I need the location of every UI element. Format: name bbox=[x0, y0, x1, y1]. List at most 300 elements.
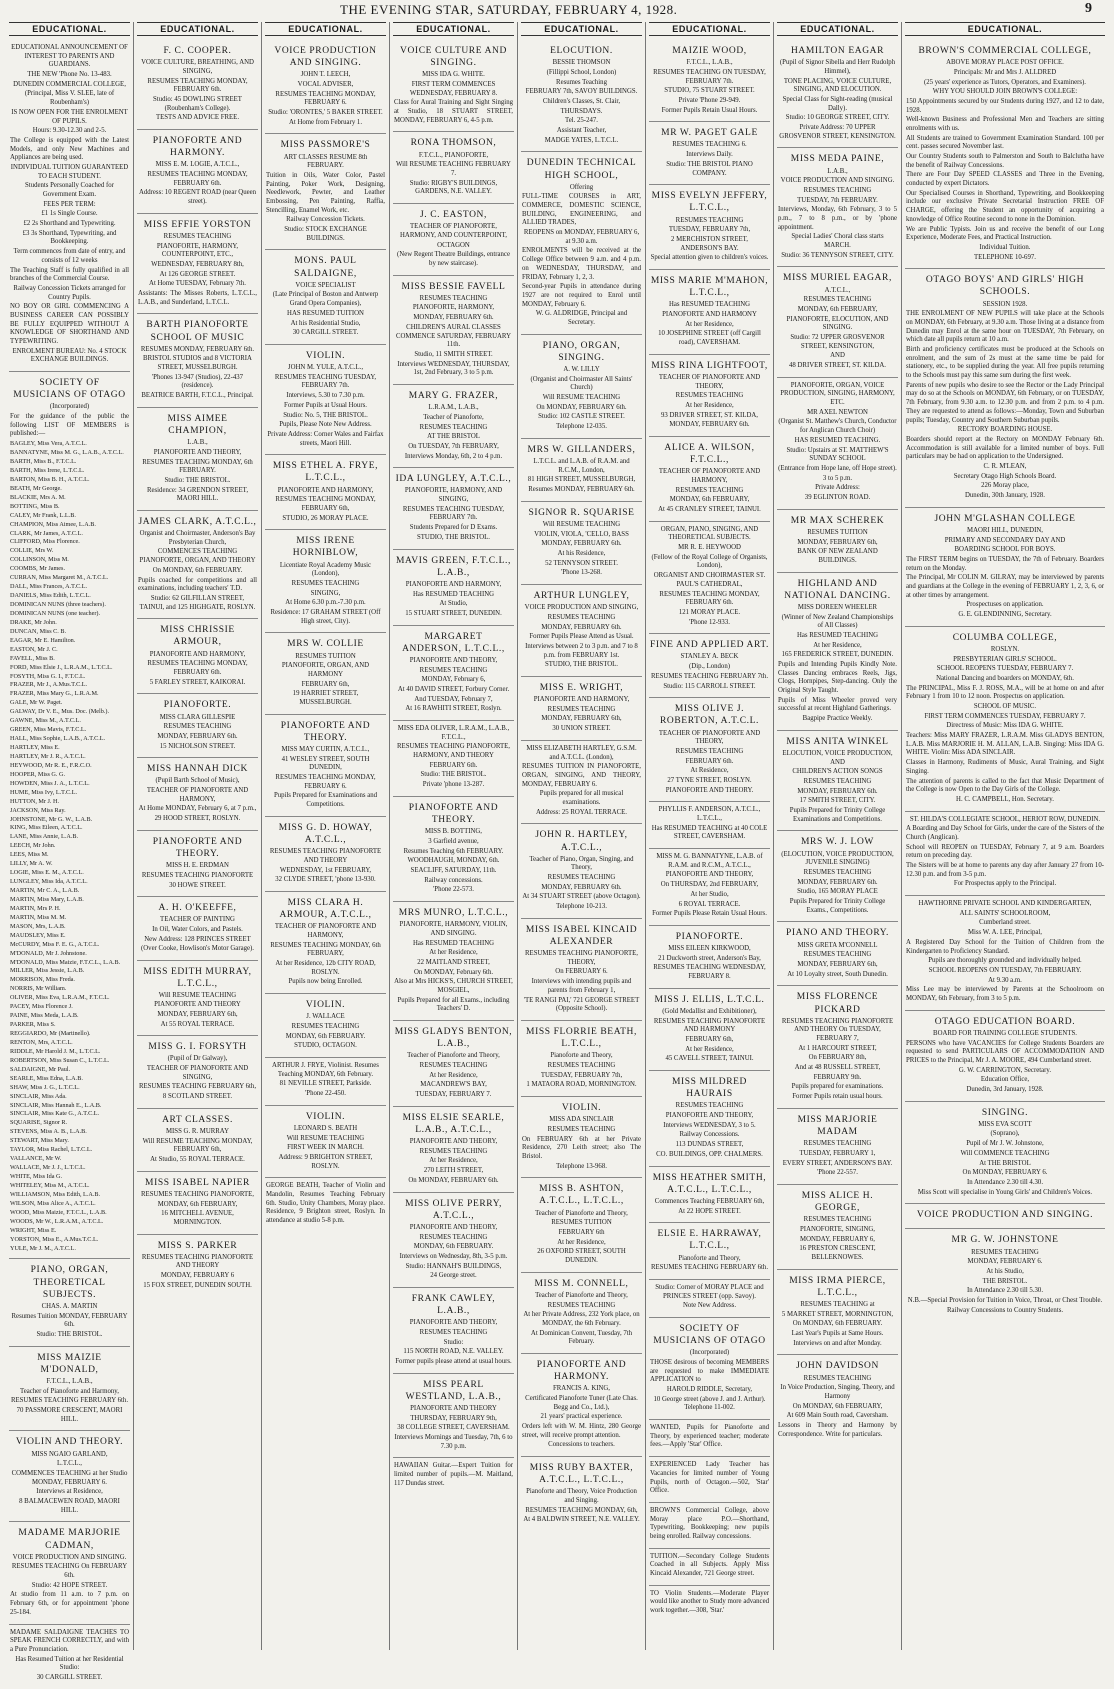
ad-line: C. R. M'LEAN, bbox=[983, 462, 1027, 470]
ad-line: VOICE CULTURE, BREATHING, AND SINGING, bbox=[141, 59, 254, 75]
advertisement bbox=[137, 408, 258, 511]
advertisement bbox=[265, 715, 386, 817]
ad-line: MISS H. E. ERDMAN bbox=[166, 862, 229, 870]
ad-line: RESUMES TEACHING MONDAY, FEBRUARY 6. bbox=[275, 90, 376, 107]
ad-heading: RONA THOMSON, bbox=[410, 138, 497, 149]
ad-line: MISS MAY CURTIN, A.T.C.L., bbox=[281, 746, 370, 754]
ad-line: Studio: 102 CASTLE STREET. bbox=[538, 413, 625, 421]
ad-line: FIRST TERM COMMENCES TUESDAY, FEBRUARY 7. bbox=[924, 712, 1086, 720]
advertisement bbox=[521, 1273, 642, 1354]
ad-line: Cumberland street. bbox=[979, 919, 1031, 927]
advertisement bbox=[393, 204, 514, 276]
ad-line: At Studio, 55 ROYAL TERRACE. bbox=[150, 1156, 245, 1163]
ad-line: Railway Concession Tickets arranged for Country Pupils. bbox=[13, 284, 126, 301]
ad-line: RESUMES TEACHING bbox=[971, 1248, 1039, 1256]
ad-line: Pianoforte and Theory, bbox=[550, 1052, 613, 1060]
ad-line: F.T.C.L., L.A.B., bbox=[46, 1377, 93, 1385]
ad-line: CURRAN, Miss Margaret M., A.T.C.L. bbox=[10, 574, 109, 582]
ad-line: 26 OXFORD STREET, SOUTH DUNEDIN. bbox=[537, 1248, 626, 1264]
ad-line: Miss Scott will specialise in Young Girls' and Children's Voices. bbox=[917, 1188, 1093, 1196]
ad-line: SALDAIGNE, Mr Paul. bbox=[10, 1065, 71, 1073]
ad-line: 41 WESLEY STREET, SOUTH DUNEDIN, bbox=[281, 755, 370, 772]
advertisement bbox=[393, 902, 514, 1021]
ad-line: RESUMES TEACHING bbox=[547, 1125, 616, 1133]
ad-line: GALWAY, Dr V. E., Mus. Doc. (Melb.). bbox=[10, 708, 109, 716]
ad-line: RESUMES TEACHING MONDAY, 6th FEBRUARY, bbox=[270, 941, 381, 958]
ad-heading: MONS. PAUL SALDAIGNE, bbox=[294, 256, 357, 279]
advertisement bbox=[649, 1586, 770, 1622]
ad-line: STANLEY A. BECK bbox=[680, 653, 739, 661]
ad-line: ART CLASSES RESUME 8th FEBRUARY. bbox=[283, 153, 368, 170]
ad-line: FEBRUARY 6th. bbox=[685, 757, 734, 765]
ad-line: Studio: 42 HOPE STREET. bbox=[31, 1581, 108, 1589]
ad-line: SESSION 1928. bbox=[982, 300, 1028, 308]
ad-line: 1 MATAORA ROAD, MORNINGTON. bbox=[526, 1081, 637, 1089]
ad-heading: OTAGO BOYS' AND GIRLS' HIGH SCHOOLS. bbox=[925, 275, 1085, 298]
ad-line: HAS RESUMED TUITION bbox=[287, 309, 364, 317]
ad-line: RESUMES TEACHING bbox=[419, 1062, 488, 1069]
ad-line: 27 TYNE STREET, ROSLYN. bbox=[667, 776, 752, 784]
ad-line: MONDAY, FEBRUARY 6th. bbox=[797, 787, 878, 795]
ad-line: H. C. CAMPBELL, Hon. Secretary. bbox=[956, 795, 1054, 803]
advertisement bbox=[137, 758, 258, 831]
ad-line: INDIVIDUAL TUITION GUARANTEED TO EACH STUDENT. bbox=[10, 163, 129, 180]
ad-line: On MONDAY, FEBRUARY 6. bbox=[962, 1169, 1048, 1177]
ad-line: FEES PER TERM: bbox=[43, 200, 96, 208]
advertisement bbox=[265, 455, 386, 530]
ad-line: 6 ROYAL TERRACE. bbox=[678, 900, 741, 908]
ad-line: RESUMES TEACHING PIANOFORTE AND THEORY On TUESDAY, FEBRUARY 7, bbox=[781, 1017, 894, 1043]
ad-line: MONDAY, FEBRUARY 6th. bbox=[541, 623, 622, 631]
ad-line: 5 MARKET STREET, MORNINGTON, bbox=[781, 1310, 894, 1318]
ad-line: On TUESDAY, 7th FEBRUARY, bbox=[408, 442, 499, 450]
ad-line: ENROLMENT BUREAU: No. 4 STOCK EXCHANGE BUILDINGS. bbox=[12, 347, 127, 364]
ad-line: MAUDSLEY, Miss E. bbox=[10, 931, 66, 939]
ad-line: TUESDAY, FEBRUARY 7. bbox=[415, 1091, 492, 1099]
ad-line: At her Residence, 12b CITY ROAD, ROSLYN. bbox=[275, 959, 376, 976]
ad-line: MARTIN, Mr C. A., L.A.B. bbox=[10, 887, 80, 894]
ad-line: CHAMPION, Miss Aimee, L.A.B. bbox=[10, 520, 96, 528]
ad-line: On FEBRUARY 6. bbox=[555, 968, 608, 976]
ad-line: MARTIN, Miss Mary, L.A.B. bbox=[10, 895, 84, 903]
ad-line: RESUMES TEACHING at bbox=[800, 1300, 875, 1308]
ad-line: Private Address: Corner Wales and Fairfax streets, Maori Hill. bbox=[267, 430, 384, 447]
ad-line: MISS EILEEN KIRKWOOD, bbox=[668, 945, 751, 953]
ad-line: PIANOFORTE, SINGING, bbox=[800, 1225, 875, 1233]
column-header: EDUCATIONAL. bbox=[265, 22, 386, 36]
ad-heading: MISS FLORENCE PICKARD bbox=[796, 992, 879, 1015]
advertisement bbox=[777, 267, 898, 377]
ad-line: £3 3s Shorthand, Typewriting, and Bookkeeping. bbox=[22, 229, 117, 246]
ad-line: Private 'phone 13-287. bbox=[422, 781, 485, 789]
advertisement bbox=[393, 550, 514, 626]
ad-line: THOSE desirous of becoming MEMBERS are requested to make IMMEDIATE APPLICATION to bbox=[650, 1358, 769, 1384]
ad-line: FEBRUARY 6th bbox=[558, 1228, 605, 1236]
ad-line: OLIVER, Miss Eva, L.R.A.M., F.T.C.L. bbox=[10, 994, 110, 1002]
ad-heading: MISS M. G. BANNATYNE, L.A.B. of R.A.M. and R.C.M., A.T.C.L., bbox=[656, 853, 763, 869]
ad-line: (Over Cooke, Howlison's Motor Garage). bbox=[141, 945, 254, 953]
ad-line: PIANOFORTE AND HARMONY bbox=[662, 310, 757, 318]
ad-line: McCURDY, Miss F. E. G., A.T.C.L. bbox=[10, 940, 100, 948]
advertisement bbox=[521, 1354, 642, 1457]
advertisement bbox=[137, 694, 258, 758]
ad-heading: PIANOFORTE. bbox=[163, 700, 232, 711]
ad-line: 165 FREDERICK STREET, DUNEDIN. bbox=[781, 651, 894, 659]
ad-line: MONDAY, FEBRUARY 6th, bbox=[541, 715, 622, 723]
ad-line: DOMINICAN NUNS (three teachers). bbox=[10, 601, 106, 608]
ad-line: A.T.C.L., bbox=[824, 286, 851, 294]
ad-line: At 34 STUART STREET (above Octagon). bbox=[522, 893, 641, 901]
ad-line: At her Studio, bbox=[690, 890, 729, 898]
ad-line: FEBRUARY 6th, bbox=[301, 680, 350, 688]
ad-line: MISS DOREEN WHEELER bbox=[797, 603, 878, 611]
ad-heading: VOICE PRODUCTION AND SINGING. bbox=[916, 1210, 1094, 1221]
advertisement bbox=[137, 897, 258, 961]
advertisement bbox=[905, 896, 1105, 1011]
ad-line: YORSTON, Miss E., A.Mus.T.C.L. bbox=[10, 1235, 99, 1243]
advertisement bbox=[777, 1270, 898, 1356]
ad-line: RESUMES TEACHING PIANOFORTE, HARMONY, AND THEORY bbox=[397, 743, 510, 760]
advertisement bbox=[521, 1178, 642, 1272]
ad-line: 3 Garfield avenue, bbox=[428, 837, 479, 845]
ad-line: In Attendance 2.30 till 5.30. bbox=[966, 1287, 1044, 1295]
ad-line: PIANOFORTE AND THEORY, bbox=[409, 1223, 498, 1231]
ad-line: RESUMES TEACHING bbox=[419, 1147, 488, 1155]
ad-line: MONDAY, 6th FEBRUARY, bbox=[157, 1200, 238, 1208]
ad-line: Students Prepared for D Exams. bbox=[409, 524, 498, 532]
ad-line: CO. BUILDINGS, OPP. CHALMERS. bbox=[656, 1150, 763, 1158]
ad-line: NORRIS, Mr William. bbox=[10, 985, 67, 993]
ad-heading: PIANOFORTE AND THEORY. bbox=[408, 802, 499, 825]
ad-line: Has Resumed Tuition at her Residential Studio: bbox=[15, 1655, 124, 1672]
ad-heading: BROWN'S Commercial College, above Moray place P.O.—Shorthand, Typewriting, Bookkeeping; new pupils being enrolled. Railway concessions. bbox=[650, 1506, 769, 1540]
ad-heading: MISS BESSIE FAVELL bbox=[401, 281, 506, 292]
ad-line: Former Pupils Please Attend as Usual. bbox=[529, 633, 634, 641]
ad-line: CLIFFORD, Miss Florence. bbox=[10, 538, 80, 546]
ad-heading: MISS OLIVE J. ROBERTON, A.T.C.L. bbox=[659, 704, 760, 727]
ad-line: Bagpipe Practice Weekly. bbox=[802, 715, 873, 723]
advertisement bbox=[521, 40, 642, 152]
ad-line: PIANOFORTE, HARMONY, bbox=[412, 304, 495, 312]
ad-line: FORD, Miss Elsie J., L.R.A.M., L.T.C.L. bbox=[10, 663, 113, 671]
ad-heading: MISS MAIZIE M'DONALD, bbox=[37, 1352, 102, 1375]
ad-line: Pupils are thoroughly grounded and individually helped. bbox=[928, 957, 1082, 965]
advertisement bbox=[137, 40, 258, 130]
ad-line: Private 'Phone 29-949. bbox=[678, 96, 741, 104]
ad-line: Studio: 10 GEORGE STREET, CITY. bbox=[785, 114, 890, 122]
ad-line: STEWART, Miss Mary. bbox=[10, 1137, 69, 1145]
ad-line: At 1 HARCOURT STREET, bbox=[798, 1044, 877, 1052]
ad-line: At his Studio, bbox=[986, 1267, 1024, 1275]
ad-line: (New Regent Theatre Buildings, entrance by new staircase). bbox=[397, 251, 510, 267]
ad-line: 81 NEVILLE STREET, Parkside. bbox=[279, 1080, 372, 1088]
ad-line: BOARD FOR TRAINING COLLEGE STUDENTS. bbox=[933, 1029, 1077, 1037]
ad-line: 16 MITCHELL AVENUE, MORNINGTON. bbox=[161, 1210, 234, 1226]
ad-line: The PRINCIPAL, Miss F. J. ROSS, M.A., will be at home on and after February 1 from 10 to 12 noon. Prospectus on application. bbox=[906, 684, 1104, 701]
advertisement bbox=[393, 1458, 514, 1494]
column-3 bbox=[262, 22, 390, 1650]
ad-line: MONDAY, FEBRUARY 6 bbox=[160, 1272, 235, 1280]
advertisement bbox=[777, 510, 898, 573]
ad-line: WHITE, Miss Ida G. bbox=[10, 1173, 63, 1180]
ad-line: RESUMES TEACHING FEBRUARY 7th. bbox=[650, 672, 769, 680]
ad-line: VALLANCE, Mr W. bbox=[10, 1155, 62, 1163]
ad-line: PERSONS who have VACANCIES for College Students Boarders are requested to send PARTICULARS OF ACCOMMODATION AND PRICES to the Principal, Mr J. A. MOORE, 494 Cumberland street. bbox=[906, 1039, 1104, 1064]
ad-line: RESUMES TEACHING MONDAY, FEBRUARY 6th. bbox=[659, 590, 760, 607]
ad-line: RESUMES TEACHING PIANOFORTE AND THEORY bbox=[141, 1253, 254, 1270]
ad-line: MONDAY, February 6, bbox=[421, 676, 486, 684]
ad-line: 30 CARGILL STREET. bbox=[292, 329, 359, 337]
advertisement bbox=[9, 1625, 130, 1689]
ad-line: BLACKIE, Mrs A. M. bbox=[10, 493, 66, 501]
ad-heading: JOHN DAVIDSON bbox=[796, 1361, 879, 1372]
ad-line: SEACLIFF, SATURDAY, 11th. bbox=[410, 866, 497, 874]
ad-heading: ELSIE E. HARRAWAY, L.T.C.L., bbox=[657, 1229, 762, 1252]
ad-line: RESUMES TEACHING MONDAY, FEBRUARY 6th. bbox=[147, 660, 248, 676]
ad-heading: MISS HANNAH DICK bbox=[147, 764, 248, 775]
ad-line: RESUMES TEACHING MONDAY, FEBRUARY 6. bbox=[275, 774, 376, 790]
advertisement bbox=[649, 1457, 770, 1503]
ad-line: Assistant Teacher, bbox=[556, 126, 607, 134]
ad-line: Studio, 165 MORAY PLACE bbox=[797, 888, 878, 896]
advertisement bbox=[649, 40, 770, 122]
ad-line: RESUMES TEACHING bbox=[291, 1022, 360, 1030]
ad-line: At 22 HOPE STREET. bbox=[678, 1207, 741, 1215]
ad-line: RIDDLE, Mr Harold J. M., L.T.C.L. bbox=[10, 1047, 101, 1055]
ad-line: At THE BRISTOL bbox=[979, 1159, 1031, 1167]
ad-line: RESUMES TEACHING bbox=[419, 1233, 488, 1241]
ad-line: Will RESUME TEACHING bbox=[286, 1134, 365, 1142]
ad-line: Individual Tuition. bbox=[979, 243, 1031, 251]
advertisement bbox=[393, 40, 514, 132]
ad-line: BARTON, Miss B. H., A.T.C.L. bbox=[10, 475, 90, 483]
ad-line: Pupils Prepared for Trinity College Examinations and Competitions. bbox=[789, 807, 886, 823]
advertisement bbox=[649, 634, 770, 698]
ad-line: DUNCAN, Miss C. B. bbox=[10, 627, 67, 635]
ad-line: RESUMES MONDAY, FEBRUARY 6th. bbox=[140, 345, 255, 353]
ad-line: Last Year's Pupils at Same Hours. bbox=[791, 1330, 884, 1338]
advertisement bbox=[9, 1522, 130, 1624]
ad-line: THURSDAYS. bbox=[560, 107, 603, 115]
ad-line: The College is equipped with the Latest Models, and only New Machines and Appliances are being used. bbox=[10, 136, 129, 162]
ad-line: SINGING, bbox=[310, 589, 341, 597]
ad-heading: Studio: Corner of MORAY PLACE and PRINCES STREET (opp. Savoy). bbox=[655, 1283, 764, 1300]
advertisement bbox=[265, 250, 386, 344]
ad-line: Studio: 36 TENNYSON STREET, CITY. bbox=[781, 251, 894, 259]
ad-line: Teachers: Miss MARY FRAZER, L.R.A.M. Miss GLADYS BENTON, L.A.B. Miss MARJORIE H. M. ALLAN, L.A.B. Singing: Miss IDA G. WHITE. Violin: Miss ADA SINCLAIR. bbox=[906, 732, 1104, 757]
advertisement bbox=[521, 1457, 642, 1531]
advertisement bbox=[265, 1058, 386, 1106]
column-7 bbox=[774, 22, 902, 1650]
ad-line: TEACHER OF PIANOFORTE, HARMONY, AND COUNTERPOINT, bbox=[400, 223, 507, 239]
ad-line: TEACHER OF PIANOFORTE AND HARMONY, bbox=[146, 787, 249, 803]
ad-line: AT THE BRISTOL bbox=[427, 433, 480, 441]
ad-line: Studio, 11 SMITH STREET. bbox=[414, 350, 493, 358]
advertisement bbox=[137, 1172, 258, 1235]
ad-line: MASON, Mrs, L.A.B. bbox=[10, 922, 66, 930]
ad-line: At Studio, bbox=[439, 600, 468, 608]
advertisement bbox=[777, 573, 898, 731]
ad-line: Licentiate Royal Academy Music (London), bbox=[279, 561, 372, 578]
ad-line: Studio: 45 DOWLING STREET (Roubenham's College). bbox=[153, 95, 242, 112]
ad-line: Interviews Daily. bbox=[686, 151, 733, 159]
column-4 bbox=[390, 22, 518, 1650]
ad-line: COMMENCES TEACHING at her Studio MONDAY, FEBRUARY 6. bbox=[11, 1469, 128, 1486]
ad-heading: MISS EDA OLIVER, L.R.A.M., L.A.B., F.T.C.L., bbox=[397, 725, 510, 741]
ad-heading: MISS EFFIE YORSTON bbox=[143, 219, 252, 230]
ad-line: At 609 Main South road, Caversham. bbox=[786, 1412, 889, 1420]
advertisement bbox=[521, 585, 642, 677]
ad-line: RESUMES TEACHING TUESDAY, FEBRUARY 7th. bbox=[402, 505, 505, 522]
ad-line: W. G. ALDRIDGE, Principal and Secretary. bbox=[535, 310, 628, 326]
ad-line: RESUMES TEACHING FEBRUARY 6th. bbox=[10, 1397, 129, 1405]
advertisement bbox=[265, 1106, 386, 1179]
ad-line: At her Private Address, 232 York place, on MONDAY, the 6th February. bbox=[523, 1311, 640, 1327]
ad-line: Classes in Harmony, Rudiments of Music, Aural Training, and Sight Singing. bbox=[906, 759, 1104, 775]
ad-line: At 10 Loyalty street, South Dunedin. bbox=[787, 970, 888, 978]
ad-line: RESUMES TEACHING PIANOFORTE, THEORY, bbox=[525, 950, 638, 966]
ad-line: RESUMES TEACHING bbox=[803, 296, 872, 304]
ad-line: G. E. GLENDINNING, Secretary. bbox=[958, 611, 1052, 619]
ad-heading: HAWAIIAN Guitar.—Expert Tuition for limited number of pupils.—M. Maitland, 117 Dundas street. bbox=[394, 1462, 513, 1487]
ad-line: At studio from 11 a.m. to 7 p.m. on February 6th, or for appointment 'phone 25-184. bbox=[10, 1591, 129, 1616]
ad-line: MISS ADA SINCLAIR bbox=[549, 1116, 614, 1124]
ad-line: At 40 DAVID STREET, Forbury Corner. bbox=[397, 685, 510, 693]
advertisement bbox=[905, 1204, 1105, 1229]
ad-line: For Prospectus apply to the Principal. bbox=[953, 880, 1057, 888]
column-header: EDUCATIONAL. bbox=[521, 22, 642, 36]
ad-line: Has RESUMED TEACHING bbox=[412, 590, 495, 598]
ad-heading: MISS IRMA PIERCE, L.T.C.L., bbox=[789, 1275, 886, 1298]
ad-heading: PIANOFORTE AND HARMONY. bbox=[152, 135, 243, 159]
ad-line: At Home 6.30 p.m.-7.30 p.m. bbox=[285, 599, 366, 607]
column-header: EDUCATIONAL. bbox=[777, 22, 898, 36]
ad-line: RESUMES TUITION bbox=[551, 1219, 612, 1227]
advertisement bbox=[521, 824, 642, 918]
ad-line: On FEBRUARY 6th at her Private Residence, 270 Leith street; also The Bristol. bbox=[522, 1135, 641, 1160]
ad-line: JOHN T. LEECH, bbox=[300, 71, 351, 79]
ad-heading: PIANOFORTE AND THEORY. bbox=[280, 720, 371, 743]
ad-heading: WANTED, Pupils for Pianoforte and Theory, by experienced teacher; moderate fees.—Apply 'Star' Office. bbox=[650, 1424, 769, 1449]
ad-line: WEDNESDAY, 1st FEBRUARY, bbox=[279, 866, 372, 874]
advertisement bbox=[393, 721, 514, 797]
ad-heading: MISS EDITH MURRAY, L.T.C.L., bbox=[143, 967, 252, 990]
ad-line: RESUMES TEACHING MONDAY, 6th FEBRUARY. bbox=[142, 458, 253, 475]
advertisement bbox=[137, 1235, 258, 1297]
ad-line: HAROLD RIDDLE, Secretary, bbox=[666, 1386, 753, 1393]
ad-line: MISS NGAIO GARLAND, bbox=[31, 1450, 108, 1458]
ad-line: On FEBRUARY 8th, bbox=[808, 1054, 867, 1062]
ad-line: WOODHAUGH, MONDAY, 6th. bbox=[407, 857, 500, 865]
ad-line: JACKSON, Miss Ray. bbox=[10, 806, 66, 814]
ad-line: 115 NORTH ROAD, N.E. VALLEY. bbox=[403, 1348, 504, 1356]
ad-line: Will RESUME TEACHING bbox=[542, 520, 621, 528]
ad-line: 17 SMITH STREET, CITY. bbox=[799, 797, 876, 805]
ad-heading: MADAME MARJORIE CADMAN, bbox=[18, 1528, 121, 1551]
ad-line: RENTON, Mrs, A.T.C.L. bbox=[10, 1038, 73, 1046]
ad-line: WALLACE, Mr J. J., L.T.C.L. bbox=[10, 1164, 86, 1172]
advertisement bbox=[649, 522, 770, 635]
ad-line: (Soprano), bbox=[990, 1130, 1020, 1138]
advertisement bbox=[9, 372, 130, 1259]
ad-line: PIANOFORTE, HARMONY, VIOLIN, AND SINGING. bbox=[399, 921, 508, 937]
ad-line: FIRST WEEK IN MARCH. bbox=[287, 1144, 364, 1152]
advertisement bbox=[905, 508, 1105, 627]
ad-line: At her Residence, bbox=[429, 949, 478, 957]
ad-line: MAORI HILL, DUNEDIN, bbox=[967, 526, 1043, 534]
ad-line: Resumes MONDAY, FEBRUARY 6th. bbox=[528, 486, 635, 493]
ad-line: Certificated Pianoforte Tuner (Late Chas. Begg and Co., Ltd.), bbox=[525, 1394, 638, 1411]
ad-line: Commences Teaching FEBRUARY 6th, bbox=[654, 1197, 765, 1205]
ad-line: Pupils Prepared for Examinations and Competitions. bbox=[273, 792, 378, 809]
ad-line: Interviews on Wednesday, 8th, 3-5 p.m. bbox=[399, 1252, 508, 1260]
ad-line: Telephone 10-213. bbox=[556, 903, 607, 911]
ad-line: Studio: THE BRISTOL. bbox=[420, 771, 487, 779]
ad-heading: PIANOFORTE, ORGAN, VOICE PRODUCTION, SINGING, HARMONY, ETC. bbox=[780, 381, 895, 407]
ad-line: BEATRICE BARTH, F.T.C.L., Principal. bbox=[141, 392, 254, 400]
ad-line: OCTAGON bbox=[437, 241, 470, 249]
ad-heading: MISS ELIZABETH HARTLEY, G.S.M. and A.T.C.L. (London), bbox=[526, 744, 637, 761]
ad-line: 81 HIGH STREET, MUSSELBURGH, bbox=[527, 476, 636, 484]
ad-heading: MISS MEDA PAINE, bbox=[790, 154, 885, 165]
ad-line: Former Pupils at Usual Hours. bbox=[284, 401, 367, 409]
ad-line: Miss Lee may be interviewed by Parents at the Schoolroom on MONDAY, 6th February, from 3 to 5 p.m. bbox=[906, 986, 1104, 1002]
column-header: EDUCATIONAL. bbox=[9, 22, 130, 36]
ad-line: MONDAY, FEBRUARY 6. bbox=[967, 1258, 1043, 1266]
ad-line: FULL-TIME COURSES in ART, COMMERCE, DOMESTIC SCIENCE, BUILDING, ENGINEERING, and ALLIED TRADES, bbox=[522, 193, 641, 227]
ad-line: ELOCUTION, VOICE PRODUCTION, AND bbox=[782, 749, 893, 766]
ad-line: Interviews WEDNESDAY, THURSDAY, 1st, 2nd February, 3 to 5 p.m. bbox=[397, 360, 510, 377]
ad-line: ENROLMENTS will be received at the College Office between 9 a.m. and 4 p.m. on WEDNESDAY, THURSDAY, and FRIDAY, February 1, 2, 3. bbox=[522, 247, 641, 281]
ad-line: MONDAY, FEBRUARY 6th. bbox=[797, 878, 878, 886]
advertisement bbox=[649, 926, 770, 989]
ad-heading: J. C. EASTON, bbox=[419, 210, 487, 221]
ad-heading: MISS M. CONNELL, bbox=[534, 1278, 629, 1289]
ad-line: (Incorporated) bbox=[49, 403, 90, 411]
ad-line: At her Residence, bbox=[813, 641, 862, 649]
ad-line: AND bbox=[830, 352, 845, 360]
ad-line: 3 to 5 p.m. bbox=[822, 474, 853, 482]
ad-heading: MISS PEARL WESTLAND, L.A.B., bbox=[405, 1379, 502, 1402]
masthead bbox=[0, 0, 1114, 20]
ad-line: Residence: 34 GRENDON STREET, MAORI HILL. bbox=[146, 486, 249, 503]
ad-heading: VOICE CULTURE AND SINGING. bbox=[400, 46, 507, 69]
ad-line: Directress of Music: Miss IDA G. WHITE. bbox=[946, 722, 1064, 730]
ad-line: At Dominican Convent, Tuesday, 7th February. bbox=[530, 1329, 633, 1346]
ad-heading: VIOLIN AND THEORY. bbox=[15, 1437, 124, 1448]
advertisement bbox=[905, 40, 1105, 269]
ad-line: DUNEDIN COMMERCIAL COLLEGE, bbox=[13, 80, 126, 88]
ad-heading: ALICE A. WILSON, F.T.C.L., bbox=[664, 442, 755, 466]
ad-line: NO BOY OR GIRL COMMENCING A BUSINESS CAREER CAN POSSIBLY BE FULLY EQUIPPED WITHOUT A KNOWLEDGE OF SHORTHAND AND TYPEWRITING. bbox=[10, 303, 129, 345]
advertisement bbox=[649, 1503, 770, 1549]
advertisement bbox=[649, 185, 770, 270]
ad-heading: VIOLIN. bbox=[305, 1111, 346, 1122]
ad-line: Parents of new pupils who desire to see the Rector or the Lady Principal may do so at the Schools on MONDAY, 6th February, or on TUESDAY, 7th February, from 9.30 a.m. to 12.30 p.m. and from 2 p.m. to 4 p.m. They are requested to attend as follows:—Monday, Town and Suburban pupils; Tuesday, Country and Southern Suburban pupils. bbox=[906, 381, 1104, 424]
ad-line: 10 George street (above J. and J. Arthur). Telephone 11-002. bbox=[653, 1395, 766, 1412]
ad-heading: SOCIETY OF MUSICIANS OF OTAGO bbox=[13, 378, 126, 401]
ad-heading: FINE AND APPLIED ART. bbox=[650, 640, 770, 651]
ad-heading: PHYLLIS F. ANDERSON, A.T.C.L., L.T.C.L., bbox=[658, 806, 761, 822]
ad-line: Lessons in Theory and Harmony by Correspondence. Write for particulars. bbox=[778, 1422, 897, 1438]
ad-line: RESUMES TEACHING 6. bbox=[672, 141, 747, 149]
ad-line: 'Phone 22-450. bbox=[305, 1090, 346, 1097]
ad-line: Interviews, Monday, 6th February, 3 to 5 p.m., 7 to 8 p.m., or by 'phone appointment. bbox=[778, 206, 897, 231]
ad-heading: ARTHUR J. FRYE, Violinist. Resumes Teaching MONDAY, 6th February. bbox=[272, 1061, 379, 1078]
ad-line: MR AXEL NEWTON bbox=[807, 408, 868, 416]
ad-line: 'Phone 12-933. bbox=[689, 618, 730, 626]
ad-heading: MISS MARJORIE MADAM bbox=[797, 1114, 878, 1137]
